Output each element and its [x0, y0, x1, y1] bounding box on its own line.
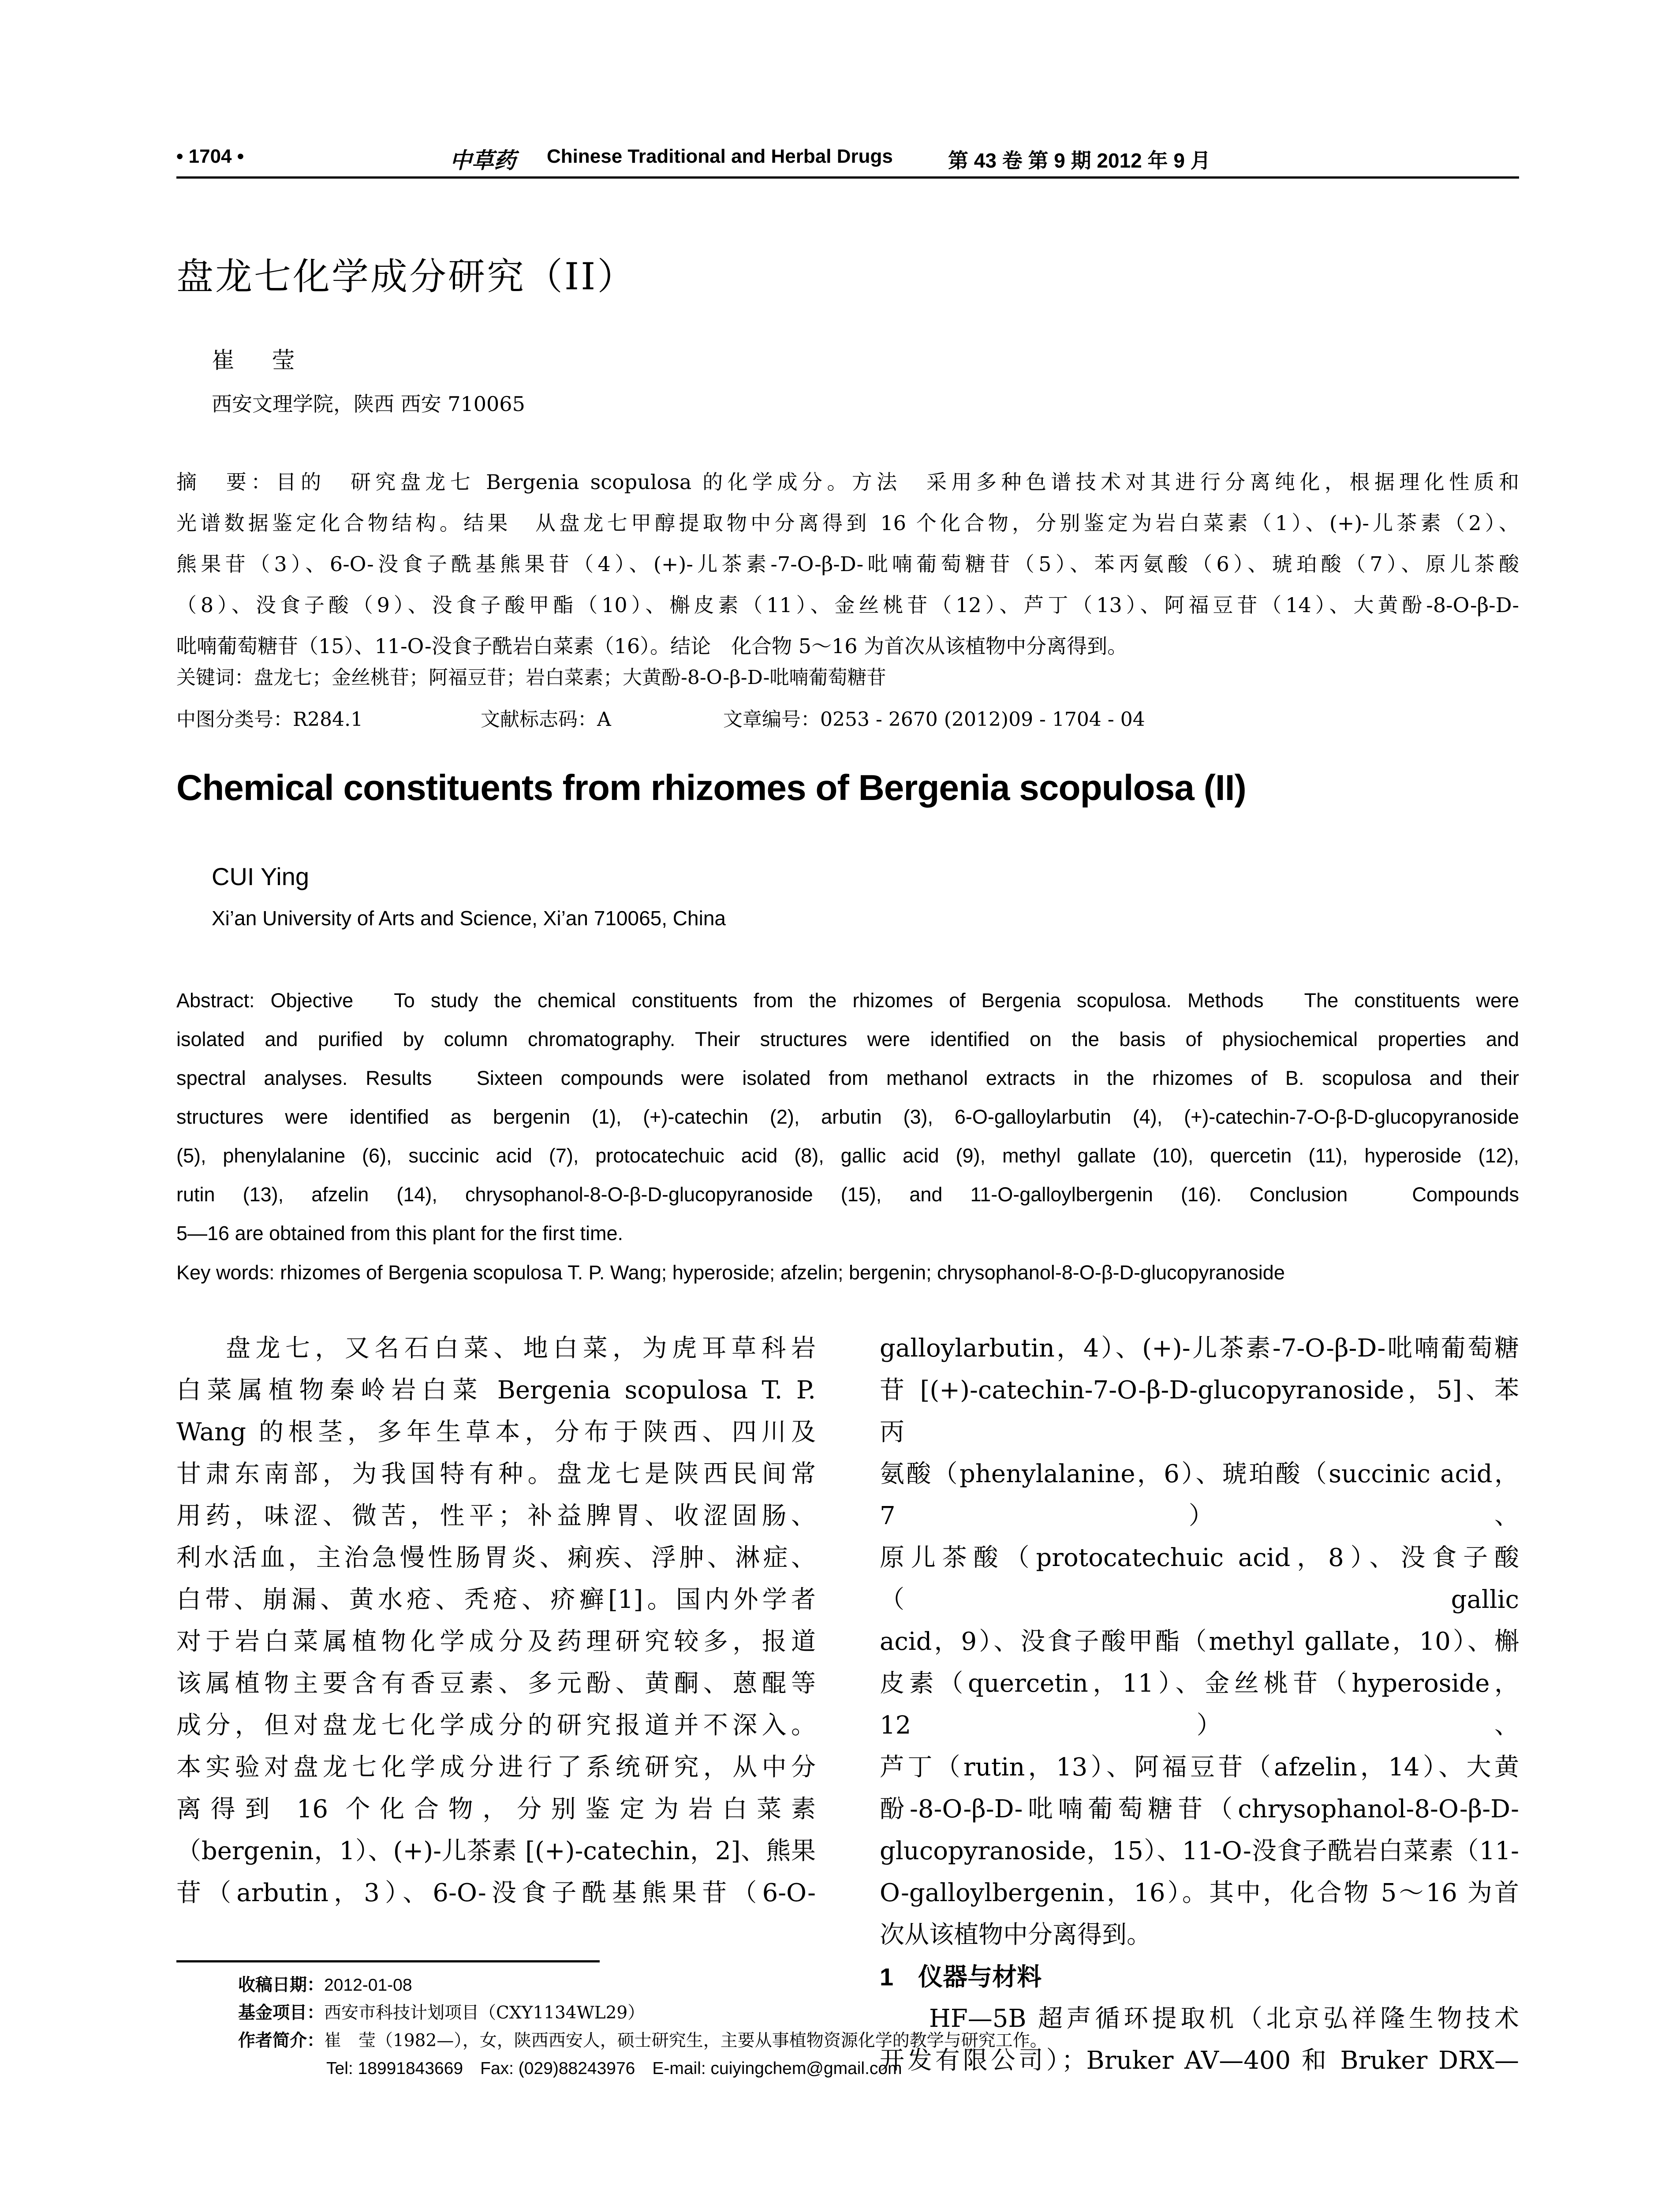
- body-line: O-galloylbergenin，16）。其中，化合物 5～16 为首: [880, 1879, 1519, 1907]
- cn-affiliation: 西安文理学院，陕西 西安 710065: [212, 392, 525, 416]
- section-heading: 1 仪器与材料: [880, 1963, 1042, 1991]
- en-abstract: [176, 981, 1519, 1253]
- cn-abstract-line: 吡喃葡萄糖苷（15）、11-O-没食子酰岩白菜素（16）。结论 化合物 5～16 为首次从该植物中分离得到。: [176, 634, 1128, 658]
- body-line: 苷 [(+)-catechin-7-O-β-D-glucopyranoside，5]、苯丙: [880, 1376, 1519, 1446]
- body-line: 白带、崩漏、黄水疮、秃疮、疥癣[1]。国内外学者: [176, 1585, 816, 1614]
- body-line: HF—5B 超声循环提取机（北京弘祥隆生物技术: [929, 2004, 1519, 2033]
- clc-number: 中图分类号：R284.1: [176, 708, 363, 731]
- body-line: 成分，但对盘龙七化学成分的研究报道并不深入。: [176, 1711, 816, 1740]
- journal-name-cn: 中草药: [450, 147, 516, 173]
- cn-abstract-line: 光谱数据鉴定化合物结构。结果 从盘龙七甲醇提取物中分离得到 16 个化合物，分别鉴定为岩白菜素（1）、(+)-儿茶素（2）、: [176, 511, 1519, 535]
- footnote-fund: [238, 1999, 1047, 2027]
- body-line: 苷（arbutin，3）、6-O-没食子酰基熊果苷（6-O-: [176, 1879, 816, 1907]
- body-line: 利水活血，主治急慢性肠胃炎、痢疾、浮肿、淋症、: [176, 1544, 816, 1572]
- body-line: 用药，味涩、微苦，性平；补益脾胃、收涩固肠、: [176, 1502, 816, 1530]
- body-line: 本实验对盘龙七化学成分进行了系统研究，从中分: [176, 1753, 816, 1782]
- body-line: 原儿茶酸（protocatechuic acid，8）、没食子酸（gallic: [880, 1544, 1519, 1614]
- body-line: 开发有限公司）；Bruker AV—400 和 Bruker DRX—: [880, 2046, 1519, 2075]
- body-column-right: [880, 1327, 1519, 2082]
- footnotes: [238, 1971, 1047, 2082]
- en-abstract-line: spectral analyses. Results Sixteen compounds were isolated from methanol extracts in the rhizomes of B. scopulosa and their: [176, 1067, 1519, 1089]
- footnote-received: [238, 1971, 1047, 1999]
- body-line: 皮素（quercetin，11）、金丝桃苷（hyperoside，12）、: [880, 1669, 1519, 1740]
- journal-volume: 第 43 卷 第 9 期 2012 年 9 月: [948, 149, 1211, 172]
- body-line: 白菜属植物秦岭岩白菜 Bergenia scopulosa T. P.: [176, 1376, 816, 1405]
- bio-label: 作者简介：: [238, 2030, 325, 2051]
- header-rule: [176, 176, 1519, 179]
- author-contact: Tel: 18991843669 Fax: (029)88243976 E-mail: cuiyingchem@gmail.com: [326, 2059, 902, 2078]
- en-abstract-line: structures were identified as bergenin (1), (+)-catechin (2), arbutin (3), 6-O-galloylarbutin (4), (+)-catechin-7-O-β-D-glucopyranoside: [176, 1106, 1519, 1128]
- document-code: 文献标志码：A: [481, 708, 611, 731]
- body-line: 该属植物主要含有香豆素、多元酚、黄酮、蒽醌等: [176, 1669, 816, 1698]
- body-line: 次从该植物中分离得到。: [880, 1921, 1151, 1949]
- body-line: 芦丁（rutin，13）、阿福豆苷（afzelin，14）、大黄: [880, 1753, 1519, 1782]
- en-abstract-line: rutin (13), afzelin (14), chrysophanol-8-O-β-D-glucopyranoside (15), and 11-O-galloylbergenin (16). Conclusion Compounds: [176, 1183, 1519, 1206]
- body-line: 盘龙七，又名石白菜、地白菜，为虎耳草科岩: [226, 1334, 816, 1363]
- en-abstract-line: (5), phenylalanine (6), succinic acid (7), protocatechuic acid (8), gallic acid (9), methyl gallate (10), quercetin (11), hyperoside (12),: [176, 1144, 1519, 1167]
- body-line: （bergenin，1）、(+)-儿茶素 [(+)-catechin，2]、熊果: [176, 1837, 816, 1865]
- cn-keywords: 关键词：盘龙七；金丝桃苷；阿福豆苷；岩白菜素；大黄酚-8-O-β-D-吡喃葡萄糖苷: [176, 666, 886, 689]
- body-column-left: [176, 1327, 816, 1914]
- cn-title: 盘龙七化学成分研究（II）: [176, 255, 636, 298]
- body-line: 对于岩白菜属植物化学成分及药理研究较多，报道: [176, 1627, 816, 1656]
- fund-label: 基金项目：: [238, 2003, 325, 2023]
- received-label: 收稿日期：: [238, 1975, 325, 1995]
- cn-author: 崔 莹: [212, 348, 310, 374]
- cn-abstract: [176, 462, 1519, 667]
- body-line: glucopyranoside，15）、11-O-没食子酰岩白菜素（11-: [880, 1837, 1519, 1865]
- body-line: 酚-8-O-β-D-吡喃葡萄糖苷（chrysophanol-8-O-β-D-: [880, 1795, 1519, 1824]
- cn-abstract-line: 熊果苷（3）、6-O-没食子酰基熊果苷（4）、(+)-儿茶素-7-O-β-D-吡喃葡萄糖苷（5）、苯丙氨酸（6）、琥珀酸（7）、原儿茶酸: [176, 552, 1519, 576]
- journal-name-en: Chinese Traditional and Herbal Drugs: [547, 146, 893, 167]
- body-line: 氨酸（phenylalanine，6）、琥珀酸（succinic acid，7）、: [880, 1460, 1519, 1530]
- en-abstract-line: Abstract: Objective To study the chemical constituents from the rhizomes of Bergenia scopulosa. Methods The constituents were: [176, 989, 1519, 1012]
- footnote-rule: [176, 1960, 600, 1962]
- body-line: Wang 的根茎，多年生草本，分布于陕西、四川及: [176, 1418, 816, 1446]
- body-line: 甘肃东南部，为我国特有种。盘龙七是陕西民间常: [176, 1460, 816, 1488]
- article-number: 文章编号：0253 - 2670 (2012)09 - 1704 - 04: [723, 708, 1145, 731]
- body-line: galloylarbutin，4）、(+)-儿茶素-7-O-β-D-吡喃葡萄糖: [880, 1334, 1519, 1363]
- cn-abstract-line: 摘 要：目的 研究盘龙七 Bergenia scopulosa 的化学成分。方法 采用多种色谱技术对其进行分离纯化，根据理化性质和: [176, 470, 1519, 494]
- fund-text: 西安市科技计划项目（CXY1134WL29）: [324, 2003, 645, 2023]
- en-author: CUI Ying: [212, 863, 309, 890]
- en-abstract-line: isolated and purified by column chromatography. Their structures were identified on the basis of physiochemical properties and: [176, 1028, 1519, 1050]
- en-affiliation: Xi’an University of Arts and Science, Xi’an 710065, China: [212, 907, 726, 930]
- cn-abstract-line: （8）、没食子酸（9）、没食子酸甲酯（10）、槲皮素（11）、金丝桃苷（12）、芦丁（13）、阿福豆苷（14）、大黄酚-8-O-β-D-: [176, 593, 1519, 617]
- received-date: 2012-01-08: [324, 1976, 412, 1995]
- footnote-bio: [238, 2027, 1047, 2055]
- en-keywords: Key words: rhizomes of Bergenia scopulosa T. P. Wang; hyperoside; afzelin; bergenin; chrysophanol-8-O-β-D-glucopyranoside: [176, 1261, 1285, 1284]
- body-line: acid，9）、没食子酸甲酯（methyl gallate，10）、槲: [880, 1627, 1519, 1656]
- en-abstract-line: 5—16 are obtained from this plant for the first time.: [176, 1222, 623, 1245]
- bio-text: 崔 莹（1982—），女，陕西西安人，硕士研究生，主要从事植物资源化学的教学与研究工作。: [324, 2031, 1047, 2051]
- copyright-notice: [57, 2201, 1623, 2205]
- page-number: • 1704 •: [176, 146, 244, 167]
- body-line: 离得到 16 个化合物，分别鉴定为岩白菜素: [176, 1795, 816, 1824]
- en-title: Chemical constituents from rhizomes of Bergenia scopulosa (II): [176, 768, 1246, 808]
- running-header: [176, 132, 1519, 176]
